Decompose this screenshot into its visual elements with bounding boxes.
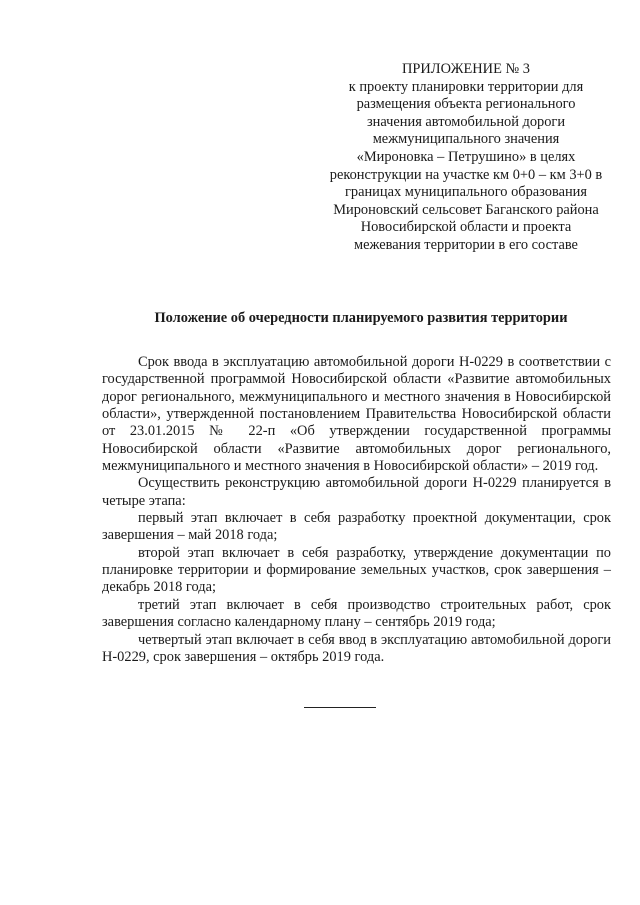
appendix-line: межевания территории в его составе xyxy=(354,236,578,253)
appendix-line: Новосибирской области и проекта xyxy=(360,219,572,236)
document-heading: Положение об очередности планируемого развития территории xyxy=(154,310,568,326)
paragraph-stage-3: третий этап включает в себя производство строительных работ, срок завершения согласно календарному плану – сентябрь 2019 года; xyxy=(102,596,611,631)
paragraph-stage-4: четвертый этап включает в себя ввод в эксплуатацию автомобильной дороги Н-0229, срок завершения – октябрь 2019 года. xyxy=(102,631,611,665)
separator-line xyxy=(304,707,376,708)
paragraph-stages-intro: Осуществить реконструкцию автомобильной дороги Н-0229 планируется в четыре этапа: xyxy=(102,475,611,509)
appendix-line: размещения объекта регионального xyxy=(356,96,576,113)
paragraph-stage-2: второй этап включает в себя разработку, утверждение документации по планировке территории и формирование земельных участков, срок завершения – декабрь 2018 года; xyxy=(102,544,611,596)
appendix-line: значения автомобильной дороги xyxy=(366,113,566,130)
appendix-line: «Мироновка – Петрушино» в целях xyxy=(356,148,576,165)
appendix-title: ПРИЛОЖЕНИЕ № 3 xyxy=(402,61,530,77)
appendix-block xyxy=(318,61,614,255)
appendix-line: реконструкции на участке км 0+0 – км 3+0 в xyxy=(329,166,603,183)
appendix-line: межмуниципального значения xyxy=(372,131,560,148)
appendix-line: границах муниципального образования xyxy=(345,184,587,201)
paragraph-deadline: Срок ввода в эксплуатацию автомобильной дороги Н-0229 в соответствии с государственной программой Новосибирской области «Развитие автомобильных дорог регионального, межмуниципального и местного значения в Новосибирской области», утвержденной постановлением Правительства Новосибирской области от 23.01.2015 № 22-п «Об утверждении государственной программы Новосибирской области «Развитие автомобильных дорог регионального, межмуниципального и местного значения в Новосибирской области» – 2019 год. xyxy=(102,354,611,475)
paragraph-stage-1: первый этап включает в себя разработку проектной документации, срок завершения – май 2018 года; xyxy=(102,510,611,544)
appendix-line: к проекту планировки территории для xyxy=(348,78,584,95)
appendix-line: Мироновский сельсовет Баганского района xyxy=(333,201,599,218)
document-body xyxy=(102,354,611,666)
